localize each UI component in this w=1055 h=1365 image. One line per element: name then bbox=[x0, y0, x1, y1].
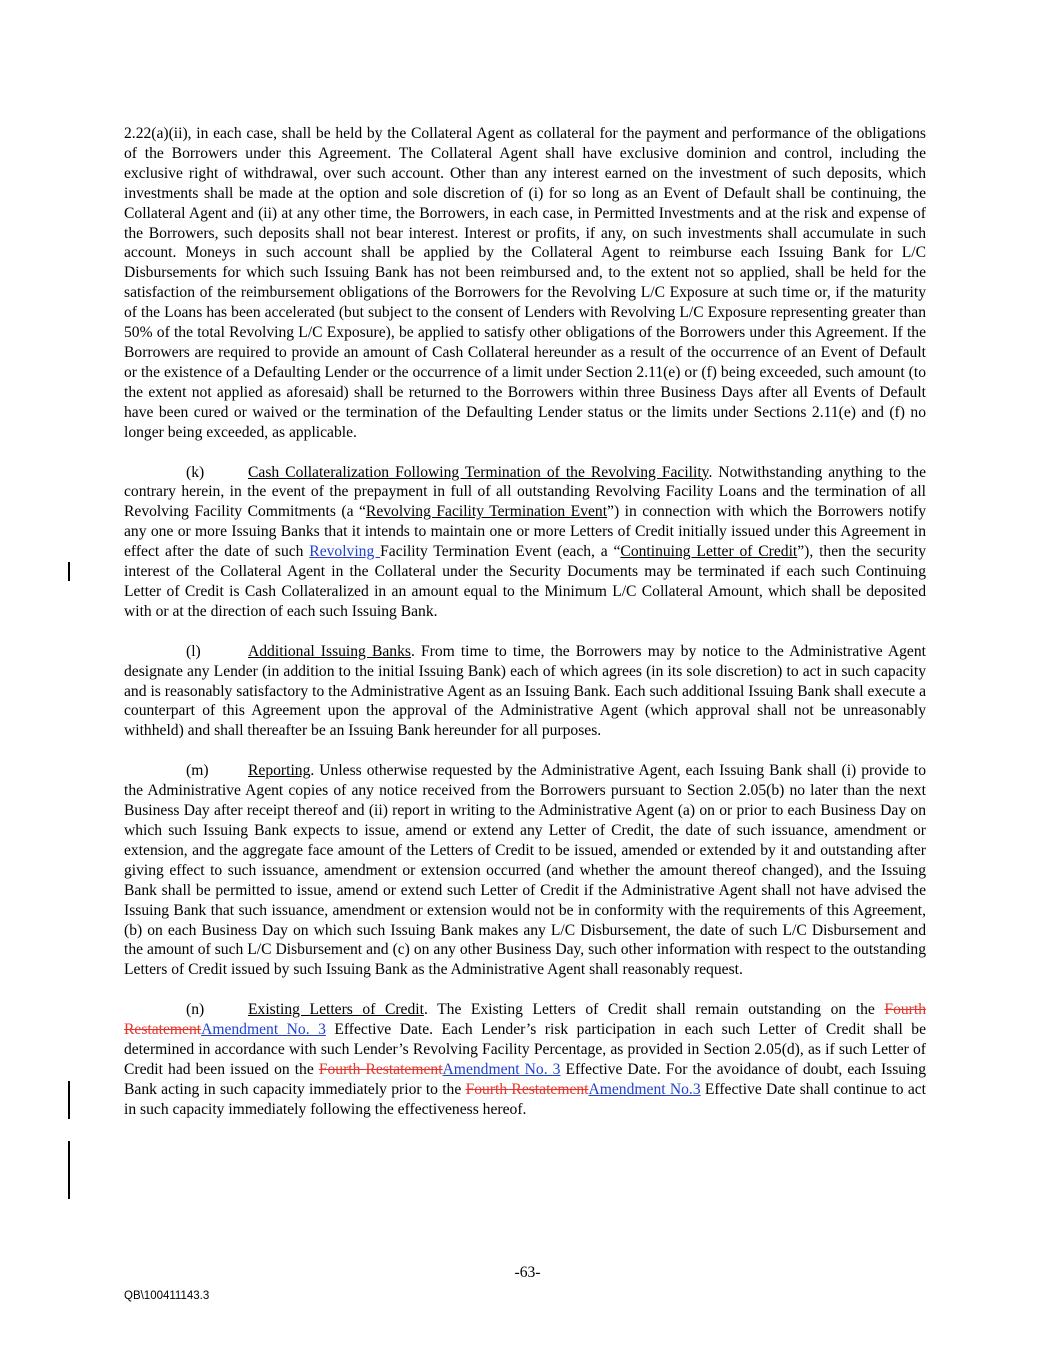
paragraph-l-heading: Additional Issuing Banks bbox=[248, 642, 411, 660]
paragraph-continuation-text: 2.22(a)(ii), in each case, shall be held by the Collateral Agent as collateral for the payment and performance of the obligations of the Borrowers under this Agreement. The Collateral Agent shall have exclusive dominion and control, including the exclusive right of withdrawal, over such account. Other than any interest earned on the investment of such deposits, which investments shall be made at the option and sole discretion of (i) for so long as an Event of Default shall be continuing, the Collateral Agent and (ii) at any other time, the Borrowers, in each case, in Permitted Investments and at the risk and expense of the Borrowers, such deposits shall not bear interest. Interest or profits, if any, on such investments shall accumulate in such account. Moneys in such account shall be applied by the Collateral Agent to reimburse each Issuing Bank for L/C Disbursements for which such Issuing Bank has not been reimbursed and, to the extent not so applied, shall be held for the satisfaction of the reimbursement obligations of the Borrowers for the Revolving L/C Exposure at such time or, if the maturity of the Loans has been accelerated (but subject to the consent of Lenders with Revolving L/C Exposure representing greater than 50% of the total Revolving L/C Exposure), be applied to satisfy other obligations of the Borrowers under this Agreement. If the Borrowers are required to provide an amount of Cash Collateral hereunder as a result of the occurrence of an Event of Default or the existence of a Defaulting Lender or the occurrence of a limit under Section 2.11(e) or (f) being exceeded, such amount (to the extent not applied as aforesaid) shall be returned to the Borrowers within three Business Days after all Events of Default have been cured or waived or the termination of the Defaulting Lender status or the limits under Sections 2.11(e) and (f) no longer being exceeded, as applicable. bbox=[124, 125, 926, 441]
page-body bbox=[124, 124, 926, 1120]
paragraph-n-text-1: . The Existing Letters of Credit shall remain outstanding on the bbox=[423, 1001, 885, 1019]
paragraph-m-heading: Reporting bbox=[248, 762, 311, 780]
defined-term-revolving-facility-termination-event: Revolving Facility Termination Event bbox=[365, 503, 608, 521]
paragraph-k-text-4: ”), then the security interest of the Collateral Agent in the Collateral under the Security Documents may be terminated if each such Continuing Letter of Credit is Cash Collateralized in an amount equal to the Minimum L/C Collateral Amount, which shall be deposited with or at the direction of each such Issuing Bank. bbox=[124, 543, 927, 620]
revision-bar-n-2 bbox=[68, 1141, 70, 1199]
paragraph-k-label: (k) bbox=[186, 463, 205, 481]
paragraph-n-label: (n) bbox=[186, 1001, 205, 1019]
inserted-text-amendment-no-3-3: Amendment No.3 bbox=[588, 1080, 701, 1098]
paragraph-m bbox=[124, 761, 926, 980]
paragraph-k-text-2: ”) in connection with which the Borrowers notify any one or more Issuing Banks that it intends to maintain one or more Letters of Credit initially issued under this Agreement in effect after the date of such bbox=[124, 503, 926, 561]
paragraph-n bbox=[124, 1000, 926, 1119]
deleted-text-fourth-restatement-1: Fourth Restatement bbox=[124, 1001, 926, 1039]
revision-bar-n-1 bbox=[68, 1081, 70, 1119]
paragraph-m-label: (m) bbox=[186, 762, 209, 780]
paragraph-n-text-3: Effective Date. For the avoidance of doubt, each Issuing Bank acting in such capacity immediately prior to the bbox=[124, 1060, 927, 1098]
paragraph-k bbox=[124, 463, 926, 622]
deleted-text-fourth-restatement-3: Fourth Restatement bbox=[465, 1080, 589, 1098]
paragraph-l bbox=[124, 642, 926, 742]
paragraph-l-text: . From time to time, the Borrowers may by notice to the Administrative Agent designate any Lender (in addition to the initial Issuing Bank) each of which agrees (in its sole discretion) to act in such capacity and is reasonably satisfactory to the Administrative Agent as an Issuing Bank. Each such additional Issuing Bank shall execute a counterpart of this Agreement upon the approval of the Administrative Agent (which approval shall not be unreasonably withheld) and shall thereafter be an Issuing Bank hereunder for all purposes. bbox=[124, 642, 926, 740]
paragraph-m-text: . Unless otherwise requested by the Administrative Agent, each Issuing Bank shall (i) provide to the Administrative Agent copies of any notice received from the Borrowers pursuant to Section 2.05(b) no later than the next Business Day after receipt thereof and (ii) report in writing to the Administrative Agent (a) on or prior to each Business Day on which such Issuing Bank expects to issue, amend or extend any Letter of Credit, the date of such issuance, amendment or extension, and the aggregate face amount of the Letters of Credit to be issued, amended or extended by it and outstanding after giving effect to such issuance, amendment or extension occurred (and whether the amount thereof changed), and the Issuing Bank shall be permitted to issue, amend or extend such Letter of Credit if the Administrative Agent shall not have advised the Issuing Bank that such issuance, amendment or extension would not be in conformity with the requirements of this Agreement, (b) on each Business Day on which such Issuing Bank makes any L/C Disbursement, the date of such L/C Disbursement and the amount of such L/C Disbursement and (c) on any other Business Day, such other information with respect to the outstanding Letters of Credit issued by such Issuing Bank as the Administrative Agent shall reasonably request. bbox=[124, 762, 926, 979]
deleted-text-fourth-restatement-2: Fourth Restatement bbox=[318, 1060, 443, 1078]
paragraph-n-heading: Existing Letters of Credit bbox=[248, 1001, 424, 1019]
inserted-text-amendment-no-3-2: Amendment No. 3 bbox=[442, 1060, 561, 1078]
document-id: QB\100411143.3 bbox=[124, 1290, 210, 1302]
paragraph-l-label: (l) bbox=[186, 642, 201, 660]
inserted-text-revolving: Revolving bbox=[309, 543, 381, 561]
defined-term-continuing-letter-of-credit: Continuing Letter of Credit bbox=[620, 543, 798, 561]
paragraph-k-heading: Cash Collateralization Following Termination of the Revolving Facility bbox=[248, 463, 709, 481]
paragraph-k-text-3: Facility Termination Event (each, a “ bbox=[380, 543, 621, 561]
revision-bar-k bbox=[68, 562, 70, 581]
paragraph-k-text-1: . Notwithstanding anything to the contrary herein, in the event of the prepayment in full of all outstanding Revolving Facility Loans and the termination of all Revolving Facility Commitments (a “ bbox=[124, 463, 926, 521]
paragraph-continuation bbox=[124, 124, 926, 443]
page-number: -63- bbox=[514, 1264, 541, 1281]
inserted-text-amendment-no-3-1: Amendment No. 3 bbox=[201, 1021, 326, 1039]
paragraph-n-text-2: Effective Date. Each Lender’s risk participation in each such Letter of Credit shall be determined in accordance with such Lender’s Revolving Facility Percentage, as provided in Section 2.05(d), as if such Letter of Credit had been issued on the bbox=[124, 1021, 926, 1078]
paragraph-n-text-4: Effective Date shall continue to act in such capacity immediately following the effectiveness hereof. bbox=[124, 1080, 926, 1118]
